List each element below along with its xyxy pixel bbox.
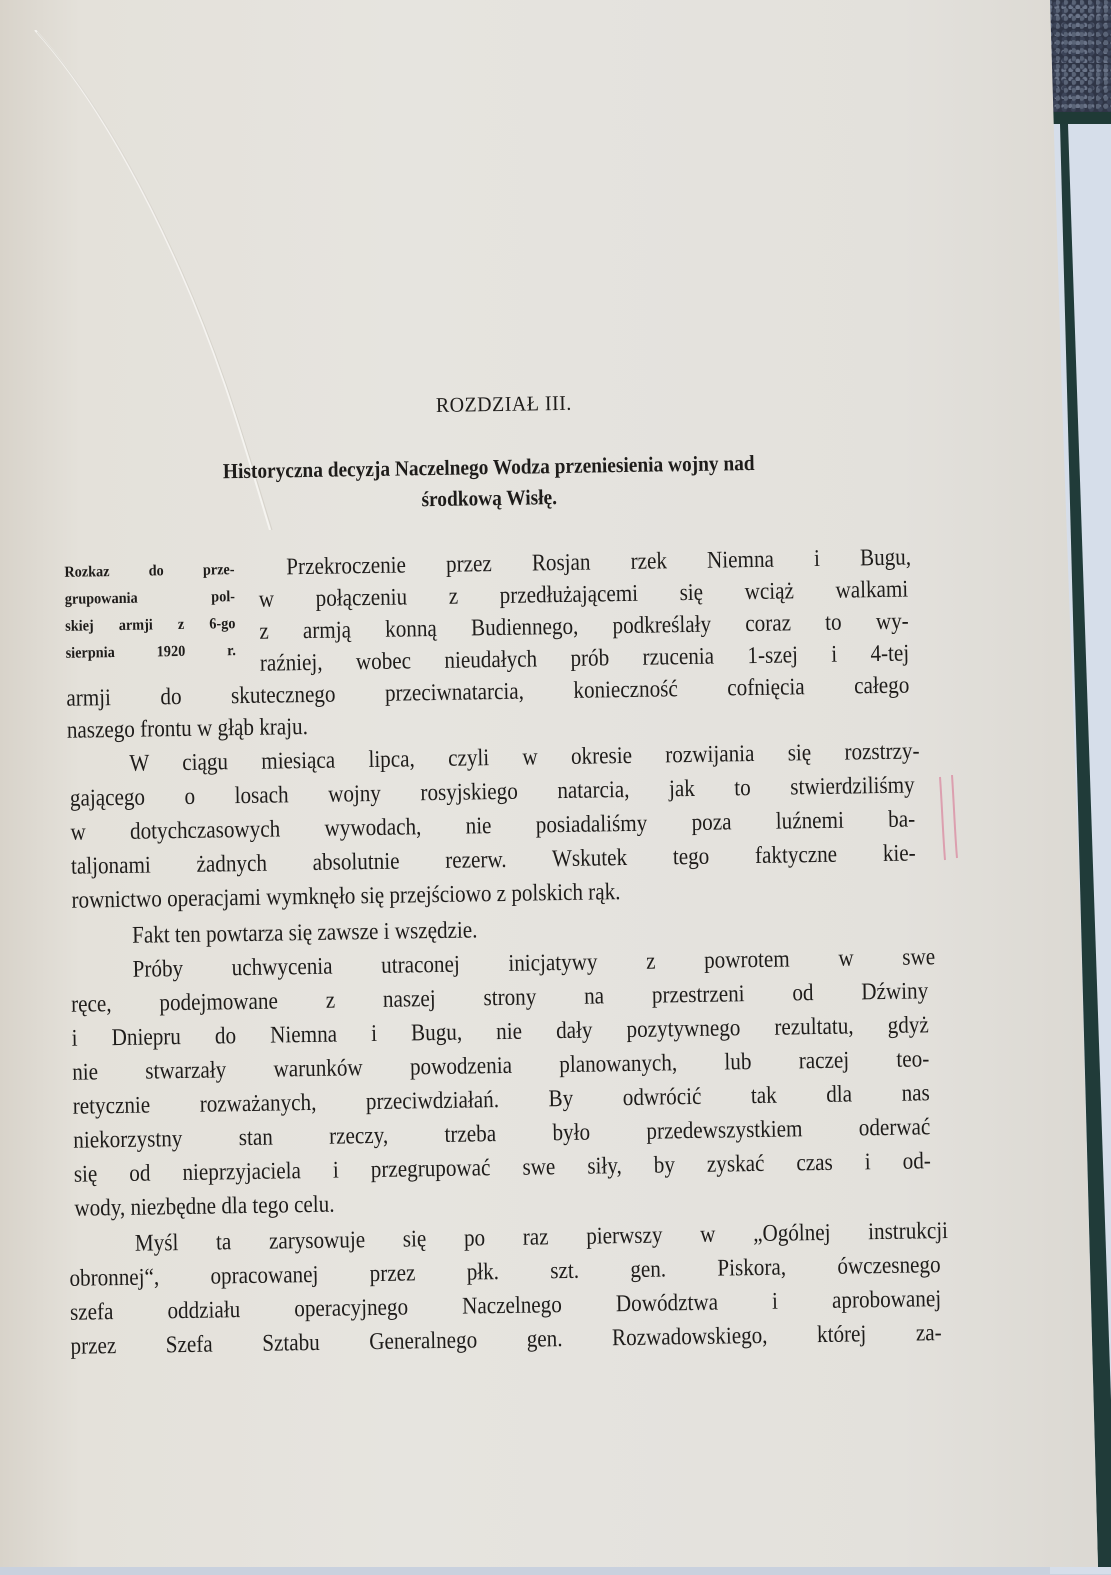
chapter-title-line: Historyczna decyzja Naczelnego Wodza przeniesienia wojny nad	[222, 450, 755, 484]
body-line: Myśl ta zarysowuje się po raz pierwszy w „Ogólnej instrukcji	[134, 1218, 949, 1257]
margin-note-line: grupowania pol-	[64, 588, 236, 608]
chapter-title-line: środkową Wisłę.	[421, 485, 558, 512]
body-line: i Dniepru do Niemna i Bugu, nie dały pozytywnego rezultatu, gdyż	[71, 1012, 929, 1052]
body-line: armji do skutecznego przeciwnatarcia, konieczność cofnięcia całego	[66, 672, 910, 712]
chapter-heading: ROZDZIAŁ III.	[435, 390, 572, 417]
body-line: niekorzystny stan rzeczy, trzeba było przedewszystkiem oderwać	[73, 1114, 931, 1154]
body-line: naszego frontu w głąb kraju.	[66, 714, 309, 744]
body-line: Fakt ten powtarza się zawsze i wszędzie.	[131, 917, 478, 949]
body-line: nie stwarzały warunków powodzenia planowanych, lub raczej teo-	[72, 1046, 930, 1086]
body-line: Próby uchwycenia utraconej inicjatywy z powrotem w swe	[132, 944, 936, 983]
body-line: obronnej“, opracowanej przez płk. szt. gen. Piskora, ówczesnego	[69, 1252, 941, 1292]
body-line: raźniej, wobec nieudałych prób rzucenia 1-szej i 4-tej	[259, 640, 910, 677]
body-line: z armją konną Budiennego, podkreślały coraz to wy-	[259, 608, 909, 645]
body-line: szefa oddziału operacyjnego Naczelnego Dowództwa i aprobowanej	[69, 1286, 942, 1326]
body-line: wody, niezbędne dla tego celu.	[74, 1191, 335, 1222]
chapter-title	[102, 446, 877, 520]
margin-note	[64, 556, 236, 667]
margin-note-line: skiej armji z 6-go	[65, 615, 236, 635]
body-line: taljonami żadnych absolutnie rezerw. Wskutek tego faktyczne kie-	[70, 840, 916, 880]
margin-note-line: sierpnia 1920 r.	[65, 642, 236, 662]
body-line: rownictwo operacjami wymknęło się przejściowo z polskich rąk.	[71, 879, 621, 914]
body-line: przez Szefa Sztabu Generalnego gen. Rozwadowskiego, której za-	[70, 1320, 942, 1360]
body-line: ręce, podejmowane z naszej strony na przestrzeni od Dźwiny	[70, 978, 929, 1018]
body-line: Przekroczenie przez Rosjan rzek Niemna i Bugu,	[286, 544, 912, 581]
body-line: w dotychczasowych wywodach, nie posiadaliśmy poza luźnemi ba-	[70, 806, 916, 846]
body-line: W ciągu miesiąca lipca, czyli w okresie rozwijania się rozstrzy-	[129, 738, 920, 777]
body-line: retycznie rozważanych, przeciwdziałań. By odwrócić tak dla nas	[72, 1080, 930, 1120]
body-line: się od nieprzyjaciela i przegrupować swe siły, by zyskać czas i od-	[73, 1148, 932, 1188]
margin-note-line: Rozkaz do prze-	[64, 561, 235, 581]
body-line: w połączeniu z przedłużającemi się wciąż walkami	[258, 576, 909, 613]
body-line: gającego o losach wojny rosyjskiego natarcia, jak to stwierdziliśmy	[69, 772, 915, 812]
